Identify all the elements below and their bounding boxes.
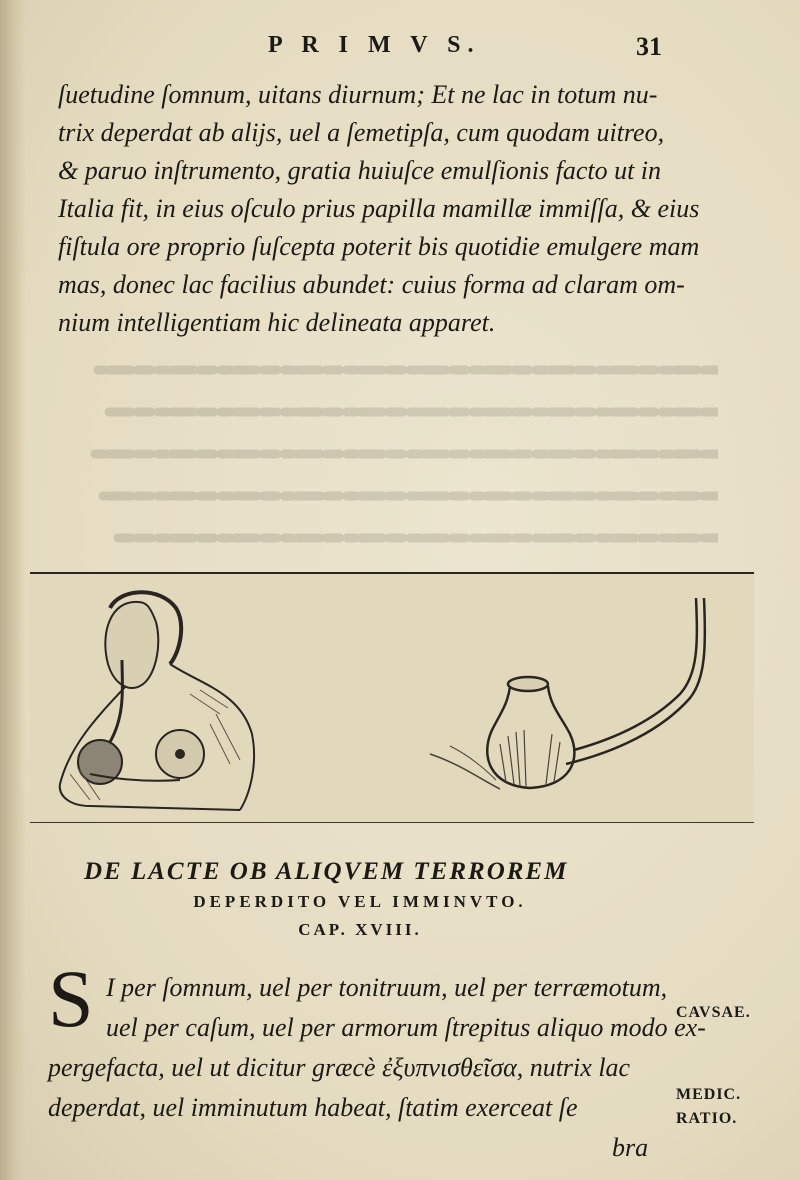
catchword: bra (612, 1133, 649, 1162)
binding-gutter (0, 0, 26, 1180)
chapter-number: CAP. XVIII. (298, 920, 422, 939)
chapter-heading: DE LACTE OB ALIQVEM TERROREM (84, 858, 569, 885)
main-text-block (58, 76, 700, 342)
margin-note-causae: CAVSAE. (676, 1004, 751, 1021)
text-line: uel per caſum, uel per armorum ſtrepitus aliquo modo ex- (106, 1013, 706, 1042)
margin-note-ratio: RATIO. (676, 1110, 738, 1127)
page-header (0, 30, 800, 66)
text-line: Italia fit, in eius oſculo prius papilla mamillæ immiſſa, & eius (58, 194, 700, 223)
woodcut-image (30, 574, 754, 822)
show-through-texture (58, 350, 718, 570)
chapter-subheading: DEPERDITO VEL IMMINVTO. (193, 892, 527, 911)
running-head: P R I M V S. (268, 32, 481, 58)
woodcut-illustration (30, 572, 754, 823)
drop-cap: S (48, 953, 94, 1044)
text-line: trix deperdat ab alijs, uel a ſemetipſa, cum quodam uitreo, (58, 118, 665, 147)
margin-note-medic: MEDIC. (676, 1086, 742, 1103)
page-number: 31 (636, 32, 662, 61)
text-line: fiſtula ore proprio ſuſcepta poterit bis quotidie emulgere mam (58, 232, 700, 261)
text-line: I per ſomnum, uel per tonitruum, uel per terræmotum, (106, 973, 668, 1002)
text-line: mas, donec lac facilius abundet: cuius forma ad claram om- (58, 270, 685, 299)
text-line: ſuetudine ſomnum, uitans diurnum; Et ne lac in totum nu- (58, 80, 658, 109)
text-line: deperdat, uel imminutum habeat, ſtatim exerceat ſe (48, 1093, 578, 1122)
chapter-text-block (48, 968, 706, 1168)
text-line: & paruo inſtrumento, gratia huiuſce emulſionis facto ut in (58, 156, 662, 185)
text-line: nium intelligentiam hic delineata apparet. (58, 308, 496, 337)
text-line: pergefacta, uel ut dicitur græcè ἐξυπνισθεῖσα, nutrix lac (48, 1053, 631, 1082)
